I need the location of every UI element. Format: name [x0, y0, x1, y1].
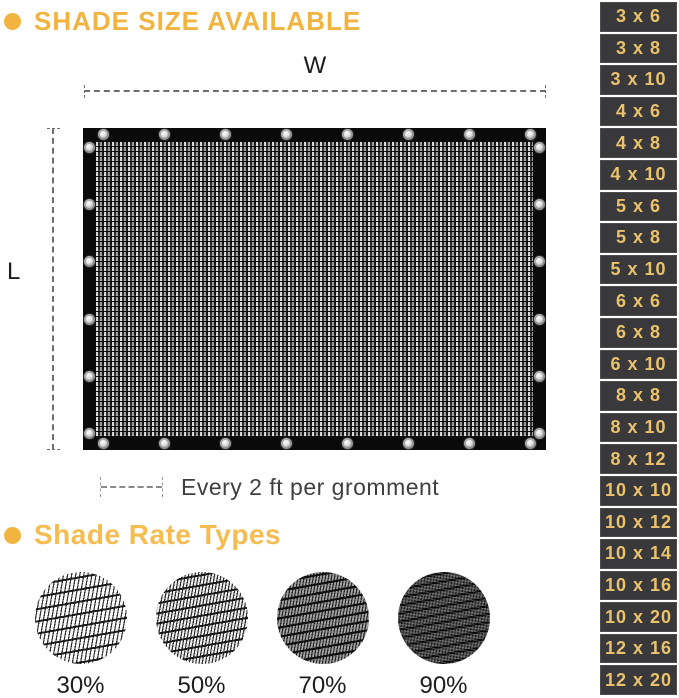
grommet-icon: [342, 438, 353, 449]
bullet-icon: [4, 13, 21, 30]
grommet-icon: [464, 129, 475, 140]
size-option: 4 x 10: [600, 160, 677, 190]
size-option: 10 x 12: [600, 508, 677, 538]
grommet-icon: [84, 199, 95, 210]
grommet-icon: [464, 438, 475, 449]
size-option: 6 x 8: [600, 318, 677, 348]
grommet-icon: [534, 314, 545, 325]
shade-rate-label: 70%: [298, 672, 347, 698]
grommet-icon: [342, 129, 353, 140]
shade-rate-item: [262, 572, 383, 698]
shade-rate-label: 30%: [56, 672, 105, 698]
grommet-spacing-bracket: [100, 477, 163, 497]
size-option: 4 x 6: [600, 97, 677, 127]
size-option: 10 x 14: [600, 539, 677, 569]
grommet-icon: [534, 142, 545, 153]
grommet-icon: [281, 438, 292, 449]
size-option: 10 x 16: [600, 571, 677, 601]
width-dimension-line: [84, 90, 546, 92]
shade-rate-item: [20, 572, 141, 698]
size-option: 8 x 8: [600, 381, 677, 411]
shade-rate-heading-row: [4, 519, 281, 551]
size-option: 12 x 20: [600, 665, 677, 695]
size-option: 6 x 10: [600, 350, 677, 380]
size-option: 3 x 8: [600, 34, 677, 64]
size-option: 12 x 16: [600, 634, 677, 664]
grommet-icon: [84, 256, 95, 267]
shade-rate-swatches: [20, 572, 504, 698]
length-dimension-line: [52, 128, 54, 450]
grommet-icon: [534, 371, 545, 382]
width-label: W: [303, 52, 327, 79]
size-option: 10 x 10: [600, 476, 677, 506]
grommet-icon: [403, 438, 414, 449]
size-option: 3 x 10: [600, 65, 677, 95]
grommet-icon: [534, 428, 545, 439]
length-label: L: [7, 258, 21, 285]
mesh-swatch-icon: [398, 572, 490, 664]
size-option-list: [600, 2, 677, 695]
size-option: 5 x 6: [600, 192, 677, 222]
grommet-icon: [534, 256, 545, 267]
grommet-icon: [159, 129, 170, 140]
shade-rate-item: [141, 572, 262, 698]
grommet-icon: [534, 199, 545, 210]
shade-rate-label: 50%: [177, 672, 226, 698]
grommet-icon: [84, 428, 95, 439]
shade-net-illustration: [83, 128, 546, 450]
section-title-shade-size: SHADE SIZE AVAILABLE: [34, 6, 362, 36]
shade-rate-item: [383, 572, 504, 698]
mesh-swatch-icon: [156, 572, 248, 664]
mesh-swatch-icon: [277, 572, 369, 664]
size-option: 6 x 6: [600, 286, 677, 316]
size-option: 3 x 6: [600, 2, 677, 32]
grommet-icon: [159, 438, 170, 449]
size-option: 5 x 8: [600, 223, 677, 253]
size-option: 8 x 12: [600, 444, 677, 474]
grommet-icon: [98, 438, 109, 449]
grommet-icon: [84, 371, 95, 382]
mesh-swatch-icon: [35, 572, 127, 664]
size-option: 5 x 10: [600, 255, 677, 285]
grommet-icon: [84, 314, 95, 325]
grommet-icon: [281, 129, 292, 140]
grommet-icon: [525, 438, 536, 449]
size-option: 8 x 10: [600, 413, 677, 443]
grommet-spacing-row: [100, 472, 439, 502]
grommet-icon: [220, 129, 231, 140]
grommet-icon: [84, 142, 95, 153]
bullet-icon: [4, 527, 21, 544]
size-option: 10 x 20: [600, 602, 677, 632]
shade-size-heading-row: [4, 6, 361, 37]
grommet-icon: [98, 129, 109, 140]
section-title-shade-rate: Shade Rate Types: [34, 519, 282, 550]
shade-rate-label: 90%: [419, 672, 468, 698]
grommet-icon: [220, 438, 231, 449]
shade-net-mesh-texture: [96, 141, 533, 437]
grommet-spacing-note: Every 2 ft per gromment: [181, 473, 440, 500]
grommet-icon: [525, 129, 536, 140]
size-option: 4 x 8: [600, 128, 677, 158]
grommet-icon: [403, 129, 414, 140]
